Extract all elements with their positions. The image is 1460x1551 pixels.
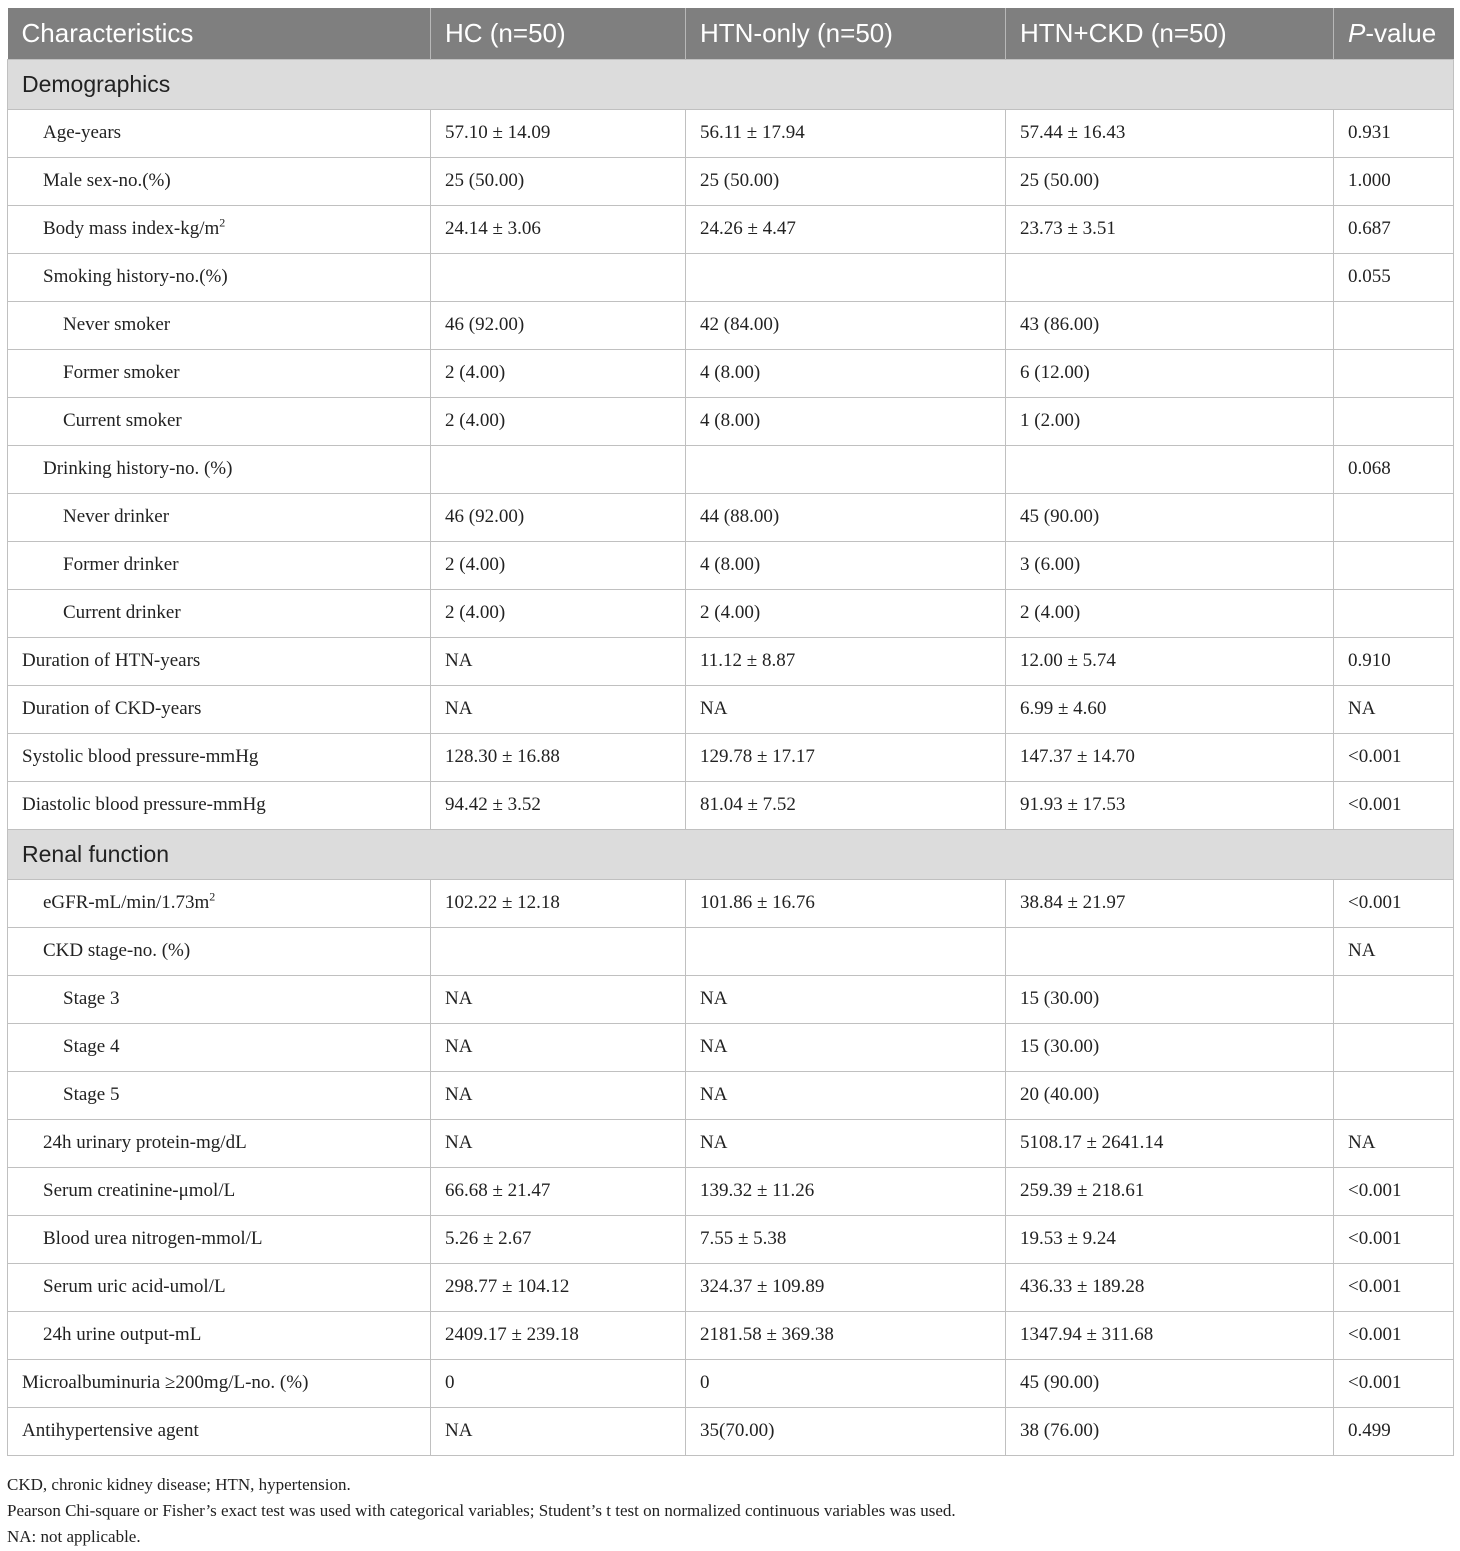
row-label-cell bbox=[8, 1263, 431, 1311]
htn-only-value: 44 (88.00) bbox=[686, 493, 1006, 541]
htn-only-value: 11.12 ± 8.87 bbox=[686, 637, 1006, 685]
htn-only-value: 101.86 ± 16.76 bbox=[686, 879, 1006, 927]
p-value bbox=[1334, 975, 1454, 1023]
table-row bbox=[8, 1263, 1454, 1311]
section-row bbox=[8, 829, 1454, 879]
htn-ckd-value: 15 (30.00) bbox=[1006, 1023, 1334, 1071]
header-characteristics: Characteristics bbox=[8, 8, 431, 59]
p-value: <0.001 bbox=[1334, 879, 1454, 927]
p-value: 0.931 bbox=[1334, 109, 1454, 157]
table-row bbox=[8, 781, 1454, 829]
htn-ckd-value: 38 (76.00) bbox=[1006, 1407, 1334, 1455]
superscript: 2 bbox=[219, 215, 226, 230]
row-label-cell bbox=[8, 1215, 431, 1263]
row-label: Microalbuminuria ≥200mg/L-no. (%) bbox=[22, 1372, 309, 1393]
hc-value: 2409.17 ± 239.18 bbox=[431, 1311, 686, 1359]
row-label-cell bbox=[8, 733, 431, 781]
row-label-cell bbox=[8, 927, 431, 975]
header-p-italic: P bbox=[1348, 17, 1366, 48]
row-label-cell bbox=[8, 1071, 431, 1119]
section-row bbox=[8, 59, 1454, 109]
table-footnotes bbox=[7, 1472, 1453, 1550]
hc-value: 2 (4.00) bbox=[431, 397, 686, 445]
table-row bbox=[8, 253, 1454, 301]
hc-value: NA bbox=[431, 685, 686, 733]
p-value: 0.499 bbox=[1334, 1407, 1454, 1455]
row-label-cell bbox=[8, 349, 431, 397]
table-row bbox=[8, 1119, 1454, 1167]
htn-only-value: NA bbox=[686, 685, 1006, 733]
table-row bbox=[8, 493, 1454, 541]
htn-ckd-value: 259.39 ± 218.61 bbox=[1006, 1167, 1334, 1215]
table-row bbox=[8, 205, 1454, 253]
htn-only-value bbox=[686, 927, 1006, 975]
table-row bbox=[8, 927, 1454, 975]
row-label: Diastolic blood pressure-mmHg bbox=[22, 794, 266, 815]
htn-ckd-value: 38.84 ± 21.97 bbox=[1006, 879, 1334, 927]
row-label: Current smoker bbox=[63, 410, 182, 431]
row-label-cell bbox=[8, 879, 431, 927]
row-label-cell bbox=[8, 975, 431, 1023]
hc-value: NA bbox=[431, 637, 686, 685]
p-value: 0.068 bbox=[1334, 445, 1454, 493]
header-p-rest: -value bbox=[1365, 17, 1437, 48]
p-value: 1.000 bbox=[1334, 157, 1454, 205]
header-htn-ckd: HTN+CKD (n=50) bbox=[1006, 8, 1334, 59]
htn-ckd-value: 43 (86.00) bbox=[1006, 301, 1334, 349]
row-label-cell bbox=[8, 253, 431, 301]
p-value bbox=[1334, 1071, 1454, 1119]
htn-only-value: NA bbox=[686, 1071, 1006, 1119]
htn-only-value: 25 (50.00) bbox=[686, 157, 1006, 205]
p-value: NA bbox=[1334, 685, 1454, 733]
hc-value: NA bbox=[431, 1119, 686, 1167]
footnote: Pearson Chi-square or Fisher’s exact test was used with categorical variables; Student’s t test on normalized continuous variables was used. bbox=[7, 1501, 956, 1520]
p-value: <0.001 bbox=[1334, 1215, 1454, 1263]
row-label: Duration of CKD-years bbox=[22, 698, 202, 719]
hc-value: 102.22 ± 12.18 bbox=[431, 879, 686, 927]
htn-only-value: 2181.58 ± 369.38 bbox=[686, 1311, 1006, 1359]
p-value bbox=[1334, 349, 1454, 397]
row-label-cell bbox=[8, 397, 431, 445]
row-label: Never drinker bbox=[63, 506, 170, 527]
table-row bbox=[8, 109, 1454, 157]
p-value: 0.687 bbox=[1334, 205, 1454, 253]
htn-ckd-value bbox=[1006, 253, 1334, 301]
footnote: CKD, chronic kidney disease; HTN, hypertension. bbox=[7, 1475, 351, 1494]
table-row bbox=[8, 637, 1454, 685]
htn-ckd-value: 436.33 ± 189.28 bbox=[1006, 1263, 1334, 1311]
characteristics-table bbox=[7, 8, 1454, 1456]
htn-ckd-value: 45 (90.00) bbox=[1006, 1359, 1334, 1407]
row-label-cell bbox=[8, 493, 431, 541]
table-row bbox=[8, 1407, 1454, 1455]
hc-value: 2 (4.00) bbox=[431, 589, 686, 637]
row-label-cell bbox=[8, 445, 431, 493]
htn-only-value bbox=[686, 253, 1006, 301]
row-label: Stage 4 bbox=[63, 1036, 120, 1057]
htn-ckd-value: 23.73 ± 3.51 bbox=[1006, 205, 1334, 253]
row-label-cell bbox=[8, 637, 431, 685]
htn-ckd-value: 3 (6.00) bbox=[1006, 541, 1334, 589]
p-value: 0.055 bbox=[1334, 253, 1454, 301]
hc-value bbox=[431, 927, 686, 975]
hc-value: 46 (92.00) bbox=[431, 301, 686, 349]
htn-ckd-value: 147.37 ± 14.70 bbox=[1006, 733, 1334, 781]
header-hc: HC (n=50) bbox=[431, 8, 686, 59]
table-row bbox=[8, 1167, 1454, 1215]
hc-value: 25 (50.00) bbox=[431, 157, 686, 205]
hc-value: 46 (92.00) bbox=[431, 493, 686, 541]
hc-value: NA bbox=[431, 975, 686, 1023]
row-label: Systolic blood pressure-mmHg bbox=[22, 746, 259, 767]
table-row bbox=[8, 397, 1454, 445]
htn-only-value: 35(70.00) bbox=[686, 1407, 1006, 1455]
row-label: Age-years bbox=[43, 122, 122, 143]
htn-ckd-value: 1 (2.00) bbox=[1006, 397, 1334, 445]
htn-only-value: 81.04 ± 7.52 bbox=[686, 781, 1006, 829]
p-value: <0.001 bbox=[1334, 1263, 1454, 1311]
p-value bbox=[1334, 1023, 1454, 1071]
p-value bbox=[1334, 541, 1454, 589]
hc-value: 0 bbox=[431, 1359, 686, 1407]
htn-only-value: 4 (8.00) bbox=[686, 397, 1006, 445]
row-label-cell bbox=[8, 1023, 431, 1071]
header-p-value bbox=[1334, 8, 1454, 59]
hc-value: 298.77 ± 104.12 bbox=[431, 1263, 686, 1311]
hc-value: 24.14 ± 3.06 bbox=[431, 205, 686, 253]
p-value: NA bbox=[1334, 1119, 1454, 1167]
footnote: NA: not applicable. bbox=[7, 1527, 141, 1546]
header-htn-only: HTN-only (n=50) bbox=[686, 8, 1006, 59]
row-label: 24h urinary protein-mg/dL bbox=[43, 1132, 247, 1153]
htn-only-value: 129.78 ± 17.17 bbox=[686, 733, 1006, 781]
htn-ckd-value: 5108.17 ± 2641.14 bbox=[1006, 1119, 1334, 1167]
table-row bbox=[8, 1311, 1454, 1359]
table-body bbox=[8, 59, 1454, 1455]
table-row bbox=[8, 1215, 1454, 1263]
row-label-cell bbox=[8, 157, 431, 205]
htn-ckd-value: 57.44 ± 16.43 bbox=[1006, 109, 1334, 157]
table-row bbox=[8, 1023, 1454, 1071]
header-row bbox=[8, 8, 1454, 59]
htn-ckd-value: 6.99 ± 4.60 bbox=[1006, 685, 1334, 733]
htn-ckd-value: 19.53 ± 9.24 bbox=[1006, 1215, 1334, 1263]
htn-only-value: NA bbox=[686, 1119, 1006, 1167]
row-label: CKD stage-no. (%) bbox=[43, 940, 191, 961]
htn-only-value: 56.11 ± 17.94 bbox=[686, 109, 1006, 157]
htn-only-value: 42 (84.00) bbox=[686, 301, 1006, 349]
htn-only-value: 24.26 ± 4.47 bbox=[686, 205, 1006, 253]
htn-only-value: NA bbox=[686, 975, 1006, 1023]
htn-only-value bbox=[686, 445, 1006, 493]
table-row bbox=[8, 157, 1454, 205]
hc-value bbox=[431, 253, 686, 301]
table-header bbox=[8, 8, 1454, 59]
p-value: <0.001 bbox=[1334, 781, 1454, 829]
htn-only-value: 7.55 ± 5.38 bbox=[686, 1215, 1006, 1263]
p-value: <0.001 bbox=[1334, 1167, 1454, 1215]
row-label: eGFR-mL/min/1.73m bbox=[43, 892, 210, 913]
htn-ckd-value: 12.00 ± 5.74 bbox=[1006, 637, 1334, 685]
p-value bbox=[1334, 397, 1454, 445]
row-label-cell bbox=[8, 1311, 431, 1359]
row-label-cell bbox=[8, 781, 431, 829]
row-label: Antihypertensive agent bbox=[22, 1420, 199, 1441]
table-row bbox=[8, 733, 1454, 781]
table-row bbox=[8, 589, 1454, 637]
table-row bbox=[8, 1071, 1454, 1119]
hc-value: 57.10 ± 14.09 bbox=[431, 109, 686, 157]
htn-only-value: 4 (8.00) bbox=[686, 349, 1006, 397]
htn-only-value: 324.37 ± 109.89 bbox=[686, 1263, 1006, 1311]
row-label-cell bbox=[8, 1407, 431, 1455]
htn-ckd-value: 91.93 ± 17.53 bbox=[1006, 781, 1334, 829]
htn-only-value: 139.32 ± 11.26 bbox=[686, 1167, 1006, 1215]
row-label: Serum creatinine-μmol/L bbox=[43, 1180, 236, 1201]
htn-only-value: NA bbox=[686, 1023, 1006, 1071]
hc-value: NA bbox=[431, 1023, 686, 1071]
superscript: 2 bbox=[209, 889, 216, 904]
htn-ckd-value bbox=[1006, 445, 1334, 493]
hc-value: 94.42 ± 3.52 bbox=[431, 781, 686, 829]
hc-value: 66.68 ± 21.47 bbox=[431, 1167, 686, 1215]
table-row bbox=[8, 541, 1454, 589]
p-value bbox=[1334, 301, 1454, 349]
row-label: Current drinker bbox=[63, 602, 181, 623]
row-label: Body mass index-kg/m bbox=[43, 218, 220, 239]
table-row bbox=[8, 685, 1454, 733]
row-label-cell bbox=[8, 685, 431, 733]
row-label: Smoking history-no.(%) bbox=[43, 266, 228, 287]
hc-value: 2 (4.00) bbox=[431, 541, 686, 589]
hc-value: 2 (4.00) bbox=[431, 349, 686, 397]
row-label-cell bbox=[8, 301, 431, 349]
row-label-cell bbox=[8, 541, 431, 589]
row-label-cell bbox=[8, 1119, 431, 1167]
section-title: Demographics bbox=[8, 59, 1454, 109]
hc-value bbox=[431, 445, 686, 493]
table-row bbox=[8, 1359, 1454, 1407]
p-value: <0.001 bbox=[1334, 733, 1454, 781]
row-label: Stage 3 bbox=[63, 988, 120, 1009]
characteristics-table-container bbox=[7, 8, 1453, 1456]
hc-value: 128.30 ± 16.88 bbox=[431, 733, 686, 781]
row-label-cell bbox=[8, 1359, 431, 1407]
p-value: <0.001 bbox=[1334, 1311, 1454, 1359]
htn-ckd-value: 25 (50.00) bbox=[1006, 157, 1334, 205]
htn-only-value: 4 (8.00) bbox=[686, 541, 1006, 589]
row-label: Duration of HTN-years bbox=[22, 650, 201, 671]
p-value bbox=[1334, 589, 1454, 637]
table-row bbox=[8, 349, 1454, 397]
row-label-cell bbox=[8, 109, 431, 157]
row-label-cell bbox=[8, 589, 431, 637]
table-row bbox=[8, 975, 1454, 1023]
row-label-cell bbox=[8, 205, 431, 253]
htn-ckd-value: 45 (90.00) bbox=[1006, 493, 1334, 541]
hc-value: 5.26 ± 2.67 bbox=[431, 1215, 686, 1263]
row-label-cell bbox=[8, 1167, 431, 1215]
row-label: Stage 5 bbox=[63, 1084, 120, 1105]
row-label: Male sex-no.(%) bbox=[43, 170, 171, 191]
p-value: 0.910 bbox=[1334, 637, 1454, 685]
p-value: NA bbox=[1334, 927, 1454, 975]
p-value bbox=[1334, 493, 1454, 541]
hc-value: NA bbox=[431, 1407, 686, 1455]
table-row bbox=[8, 879, 1454, 927]
htn-only-value: 0 bbox=[686, 1359, 1006, 1407]
htn-ckd-value: 20 (40.00) bbox=[1006, 1071, 1334, 1119]
row-label: Blood urea nitrogen-mmol/L bbox=[43, 1228, 263, 1249]
htn-ckd-value: 6 (12.00) bbox=[1006, 349, 1334, 397]
htn-only-value: 2 (4.00) bbox=[686, 589, 1006, 637]
row-label: Never smoker bbox=[63, 314, 171, 335]
p-value: <0.001 bbox=[1334, 1359, 1454, 1407]
row-label: Serum uric acid-umol/L bbox=[43, 1276, 226, 1297]
hc-value: NA bbox=[431, 1071, 686, 1119]
table-row bbox=[8, 445, 1454, 493]
row-label: 24h urine output-mL bbox=[43, 1324, 202, 1345]
row-label: Drinking history-no. (%) bbox=[43, 458, 233, 479]
table-row bbox=[8, 301, 1454, 349]
htn-ckd-value bbox=[1006, 927, 1334, 975]
htn-ckd-value: 2 (4.00) bbox=[1006, 589, 1334, 637]
row-label: Former drinker bbox=[63, 554, 179, 575]
htn-ckd-value: 1347.94 ± 311.68 bbox=[1006, 1311, 1334, 1359]
htn-ckd-value: 15 (30.00) bbox=[1006, 975, 1334, 1023]
row-label: Former smoker bbox=[63, 362, 180, 383]
section-title: Renal function bbox=[8, 829, 1454, 879]
